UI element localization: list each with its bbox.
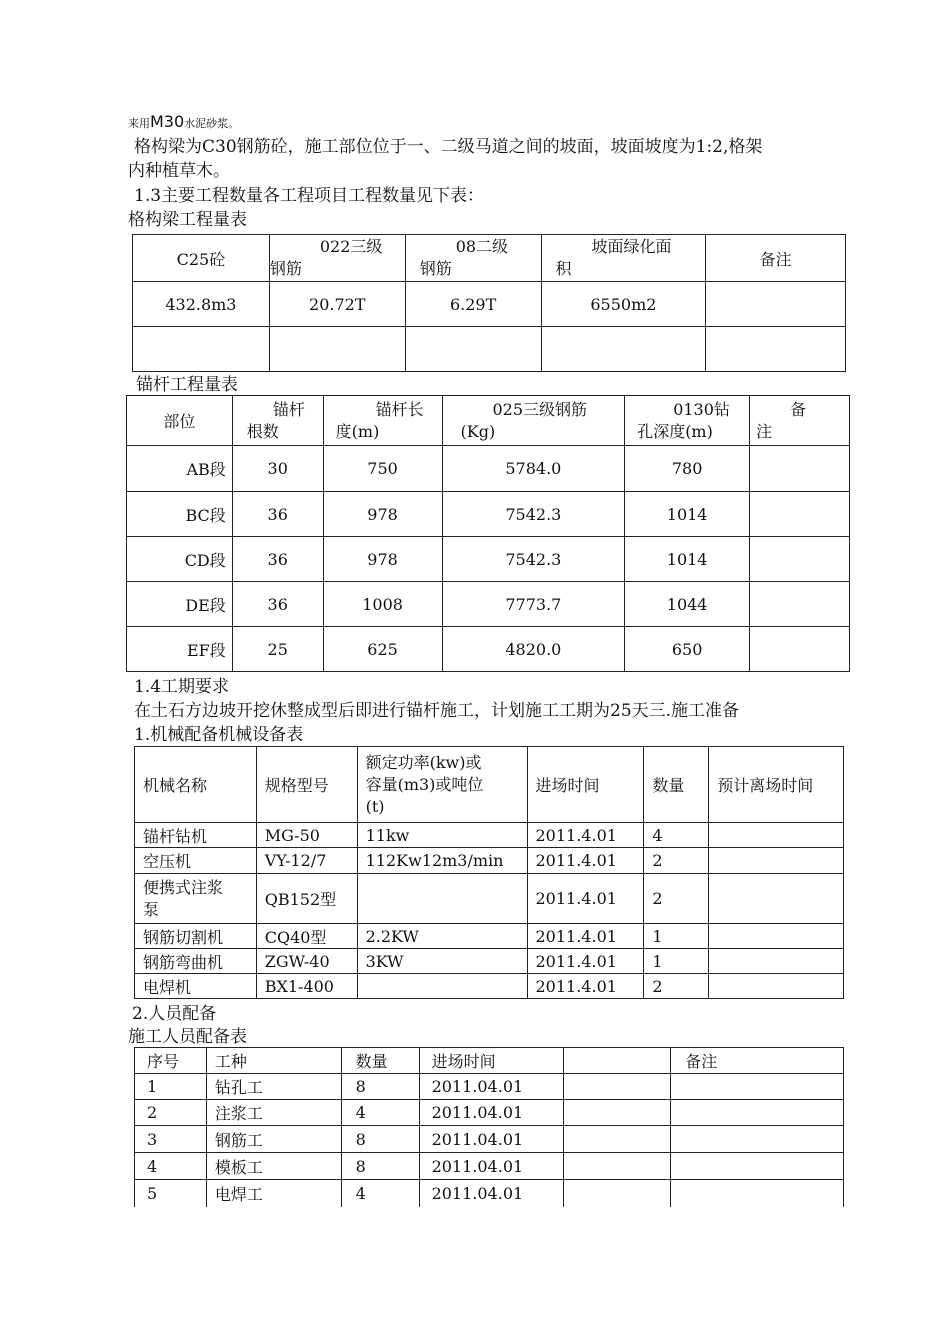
header-trade: 工种 — [206, 1048, 341, 1074]
cell: 625 — [323, 627, 442, 672]
cell: 7542.3 — [442, 492, 625, 537]
cell — [671, 1153, 844, 1180]
cell — [671, 1074, 844, 1100]
cell: 25 — [232, 627, 323, 672]
cell: 2011.04.01 — [419, 1126, 564, 1153]
intro-prefix: 来用 — [128, 117, 150, 130]
cell: 30 — [232, 446, 323, 492]
cell: 5784.0 — [442, 446, 625, 492]
cell — [133, 327, 270, 372]
header-rebar-08: 08二级 钢筋 — [405, 235, 541, 282]
section-1-4-heading: 1.4工期要求 — [134, 677, 230, 697]
table-row — [133, 327, 846, 372]
table-row — [135, 874, 844, 924]
cell: 6550m2 — [541, 282, 706, 327]
intro-line — [128, 111, 239, 135]
cell: 1 — [644, 924, 709, 949]
cell: 2011.04.01 — [419, 1153, 564, 1180]
lattice-beam-paragraph: 格构梁为C30钢筋砼，施工部位位于一、二级马道之间的坡面，坡面坡度为1:2,格架 — [134, 137, 763, 157]
table-row — [127, 492, 850, 537]
cell: 650 — [625, 627, 750, 672]
schedule-paragraph: 在土石方边坡开挖休整成型后即进行锚杆施工，计划施工工期为25天三.施工准备 — [134, 701, 740, 721]
cell: 1014 — [625, 492, 750, 537]
cell: BC段 — [127, 492, 233, 537]
cell: 8 — [341, 1126, 419, 1153]
cell: CQ40型 — [256, 924, 357, 949]
cell: 4820.0 — [442, 627, 625, 672]
table4-title: 施工人员配备表 — [128, 1027, 247, 1047]
header-hole-depth: 0130钻 孔深度(m) — [625, 396, 750, 446]
cell — [750, 627, 850, 672]
table-row — [127, 537, 850, 582]
header-anchor-length: 锚杆长 度(m) — [323, 396, 442, 446]
table-row — [135, 924, 844, 949]
cell: 钢筋切割机 — [135, 924, 257, 949]
cell — [564, 1180, 671, 1207]
cell: 2011.4.01 — [527, 949, 644, 974]
table-row — [135, 974, 844, 999]
cell: 36 — [232, 492, 323, 537]
cell — [564, 1126, 671, 1153]
cell — [709, 848, 844, 874]
header-model: 规格型号 — [256, 747, 357, 823]
cell: 2.2KW — [357, 924, 527, 949]
cell: 注浆工 — [206, 1100, 341, 1126]
cell: 1008 — [323, 582, 442, 627]
cell: 36 — [232, 582, 323, 627]
table-row — [135, 1100, 844, 1126]
cell: 780 — [625, 446, 750, 492]
cell: 电焊工 — [206, 1180, 341, 1207]
cell: 1044 — [625, 582, 750, 627]
table-row — [135, 1126, 844, 1153]
cell: 20.72T — [269, 282, 405, 327]
cell: 3 — [135, 1126, 207, 1153]
table-row — [135, 1074, 844, 1100]
cell: 2011.4.01 — [527, 874, 644, 924]
cell — [709, 949, 844, 974]
cell — [709, 823, 844, 848]
table2-title: 锚杆工程量表 — [136, 375, 238, 395]
header-quantity: 数量 — [644, 747, 709, 823]
cell — [269, 327, 405, 372]
cell: 锚杆钻机 — [135, 823, 257, 848]
section-2-heading: 2.人员配备 — [132, 1004, 217, 1024]
cell: 2 — [644, 874, 709, 924]
cell: 432.8m3 — [133, 282, 270, 327]
cell: 钢筋工 — [206, 1126, 341, 1153]
header-index: 序号 — [135, 1048, 207, 1074]
cell — [750, 582, 850, 627]
cell: 750 — [323, 446, 442, 492]
cell: QB152型 — [256, 874, 357, 924]
table-row — [127, 627, 850, 672]
cell — [706, 282, 846, 327]
header-blank — [564, 1048, 671, 1074]
header-remarks: 备注 — [706, 235, 846, 282]
intro-suffix: 水泥砂浆。 — [184, 117, 240, 130]
cell: 2 — [644, 974, 709, 999]
cell: CD段 — [127, 537, 233, 582]
cell: 空压机 — [135, 848, 257, 874]
cell: 978 — [323, 492, 442, 537]
cell: 4 — [341, 1100, 419, 1126]
cell: 2 — [644, 848, 709, 874]
cell: VY-12/7 — [256, 848, 357, 874]
table-header-row — [133, 235, 846, 282]
cell: 2011.4.01 — [527, 974, 644, 999]
mortar-grade: M30 — [150, 112, 185, 131]
cell: 4 — [135, 1153, 207, 1180]
cell: 8 — [341, 1153, 419, 1180]
table-row — [135, 848, 844, 874]
section-1-3-heading: 1.3主要工程数量各工程项目工程数量见下表： — [134, 186, 485, 206]
header-rated-power: 额定功率(kw)或 容量(m3)或吨位 (t) — [357, 747, 527, 823]
cell: MG-50 — [256, 823, 357, 848]
header-greening-area: 坡面绿化面 积 — [541, 235, 706, 282]
cell: 6.29T — [405, 282, 541, 327]
table-header-row — [135, 747, 844, 823]
cell — [405, 327, 541, 372]
table-row — [135, 1153, 844, 1180]
cell: 1 — [135, 1074, 207, 1100]
header-rebar-weight: 025三级钢筋 (Kg) — [442, 396, 625, 446]
table3-title: 1.机械配备机械设备表 — [134, 725, 304, 745]
lattice-beam-paragraph-cont: 内种植草木。 — [128, 161, 230, 181]
cell — [564, 1100, 671, 1126]
cell: 7773.7 — [442, 582, 625, 627]
cell: BX1-400 — [256, 974, 357, 999]
cell — [357, 874, 527, 924]
table-row — [135, 823, 844, 848]
cell: 36 — [232, 537, 323, 582]
lattice-beam-quantity-table — [132, 234, 846, 372]
cell: DE段 — [127, 582, 233, 627]
cell — [706, 327, 846, 372]
cell — [671, 1180, 844, 1207]
cell: 模板工 — [206, 1153, 341, 1180]
personnel-table — [134, 1047, 844, 1207]
cell — [564, 1153, 671, 1180]
cell: 8 — [341, 1074, 419, 1100]
cell — [671, 1100, 844, 1126]
table-row — [127, 582, 850, 627]
anchor-quantity-table — [126, 395, 850, 672]
table-header-row — [135, 1048, 844, 1074]
cell — [357, 974, 527, 999]
cell: 便携式注浆 泵 — [135, 874, 257, 924]
header-rebar-022: 022三级 钢筋 — [269, 235, 405, 282]
cell: ZGW-40 — [256, 949, 357, 974]
cell: 112Kw12m3/min — [357, 848, 527, 874]
cell: 2011.04.01 — [419, 1074, 564, 1100]
cell — [750, 492, 850, 537]
header-exit-time: 预计离场时间 — [709, 747, 844, 823]
cell: 4 — [644, 823, 709, 848]
cell: 978 — [323, 537, 442, 582]
table-row — [127, 446, 850, 492]
header-entry-time: 进场时间 — [527, 747, 644, 823]
header-machine-name: 机械名称 — [135, 747, 257, 823]
cell — [671, 1126, 844, 1153]
cell: 2011.4.01 — [527, 848, 644, 874]
table-header-row — [127, 396, 850, 446]
cell: 电焊机 — [135, 974, 257, 999]
cell: 2011.4.01 — [527, 823, 644, 848]
cell: 7542.3 — [442, 537, 625, 582]
cell: 钻孔工 — [206, 1074, 341, 1100]
cell: 2 — [135, 1100, 207, 1126]
header-remarks: 备 注 — [750, 396, 850, 446]
cell: 2011.04.01 — [419, 1180, 564, 1207]
table-row — [135, 949, 844, 974]
cell — [750, 537, 850, 582]
cell: AB段 — [127, 446, 233, 492]
machinery-table — [134, 746, 844, 999]
header-remarks: 备注 — [671, 1048, 844, 1074]
cell: 3KW — [357, 949, 527, 974]
cell — [709, 974, 844, 999]
cell — [709, 924, 844, 949]
cell: EF段 — [127, 627, 233, 672]
table-row — [135, 1180, 844, 1207]
header-location: 部位 — [127, 396, 233, 446]
header-entry-time: 进场时间 — [419, 1048, 564, 1074]
cell: 5 — [135, 1180, 207, 1207]
cell: 2011.4.01 — [527, 924, 644, 949]
cell: 1 — [644, 949, 709, 974]
header-anchor-count: 锚杆 根数 — [232, 396, 323, 446]
cell: 2011.04.01 — [419, 1100, 564, 1126]
cell — [564, 1074, 671, 1100]
header-quantity: 数量 — [341, 1048, 419, 1074]
cell — [750, 446, 850, 492]
cell: 11kw — [357, 823, 527, 848]
table-row — [133, 282, 846, 327]
table1-title: 格构梁工程量表 — [128, 210, 247, 230]
cell — [709, 874, 844, 924]
cell — [541, 327, 706, 372]
cell: 1014 — [625, 537, 750, 582]
cell: 钢筋弯曲机 — [135, 949, 257, 974]
header-c25: C25砼 — [133, 235, 270, 282]
cell: 4 — [341, 1180, 419, 1207]
